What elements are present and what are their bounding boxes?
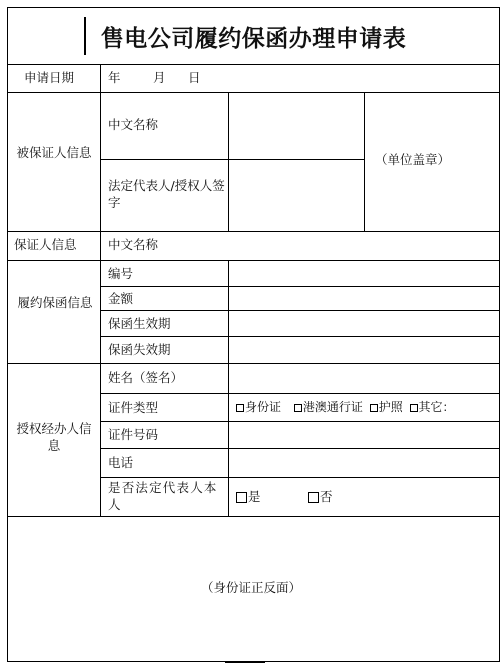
guarantee-amount-label: 金额 [108,291,134,306]
legal-rep-yes-option[interactable]: 是 [236,488,261,505]
hk-macau-permit-checkbox[interactable] [294,404,302,412]
date-label: 申请日期 [24,70,75,85]
hk-macau-permit-option[interactable]: 港澳通行证 [294,400,363,414]
date-year-label: 年 [108,70,121,85]
guarantee-expiry-label: 保函失效期 [108,342,171,357]
other-id-option[interactable]: 其它： [410,400,455,414]
no-checkbox[interactable] [308,492,319,503]
insured-section-label: 被保证人信息 [16,145,92,160]
agent-id-number-label: 证件号码 [108,427,159,442]
other-id-checkbox[interactable] [410,404,418,412]
passport-option[interactable]: 护照 [370,400,403,414]
agent-name-label: 姓名（签名） [108,370,184,385]
text-cursor [84,17,86,55]
yes-checkbox[interactable] [236,492,247,503]
guarantor-section-label: 保证人信息 [14,237,77,252]
agent-id-type-label: 证件类型 [108,400,159,415]
date-month-label: 月 [153,70,166,85]
date-day-label: 日 [188,70,201,85]
seal-placeholder: （单位盖章） [375,152,451,167]
application-form [7,7,500,662]
agent-section-label: 授权经办人信息 [16,421,92,453]
id-card-checkbox[interactable] [236,404,244,412]
id-type-options [236,399,455,416]
passport-checkbox[interactable] [370,404,378,412]
guarantee-effective-label: 保函生效期 [108,316,171,331]
guarantee-number-label: 编号 [108,266,134,281]
legal-rep-no-option[interactable]: 否 [308,488,333,505]
form-title: 售电公司履约保函办理申请表 [100,25,407,52]
id-card-option[interactable]: 身份证 [236,400,281,414]
guarantee-section-label: 履约保函信息 [17,295,93,310]
agent-phone-label: 电话 [108,455,134,470]
is-legal-rep-label: 是否法定代表人本人 [108,480,218,512]
id-card-photo-note: （身份证正反面） [201,580,302,595]
legal-rep-signature-label: 法定代表人/授权人签字 [108,178,225,210]
insured-chinese-name-label: 中文名称 [108,117,159,132]
guarantor-chinese-name-label: 中文名称 [108,237,159,252]
